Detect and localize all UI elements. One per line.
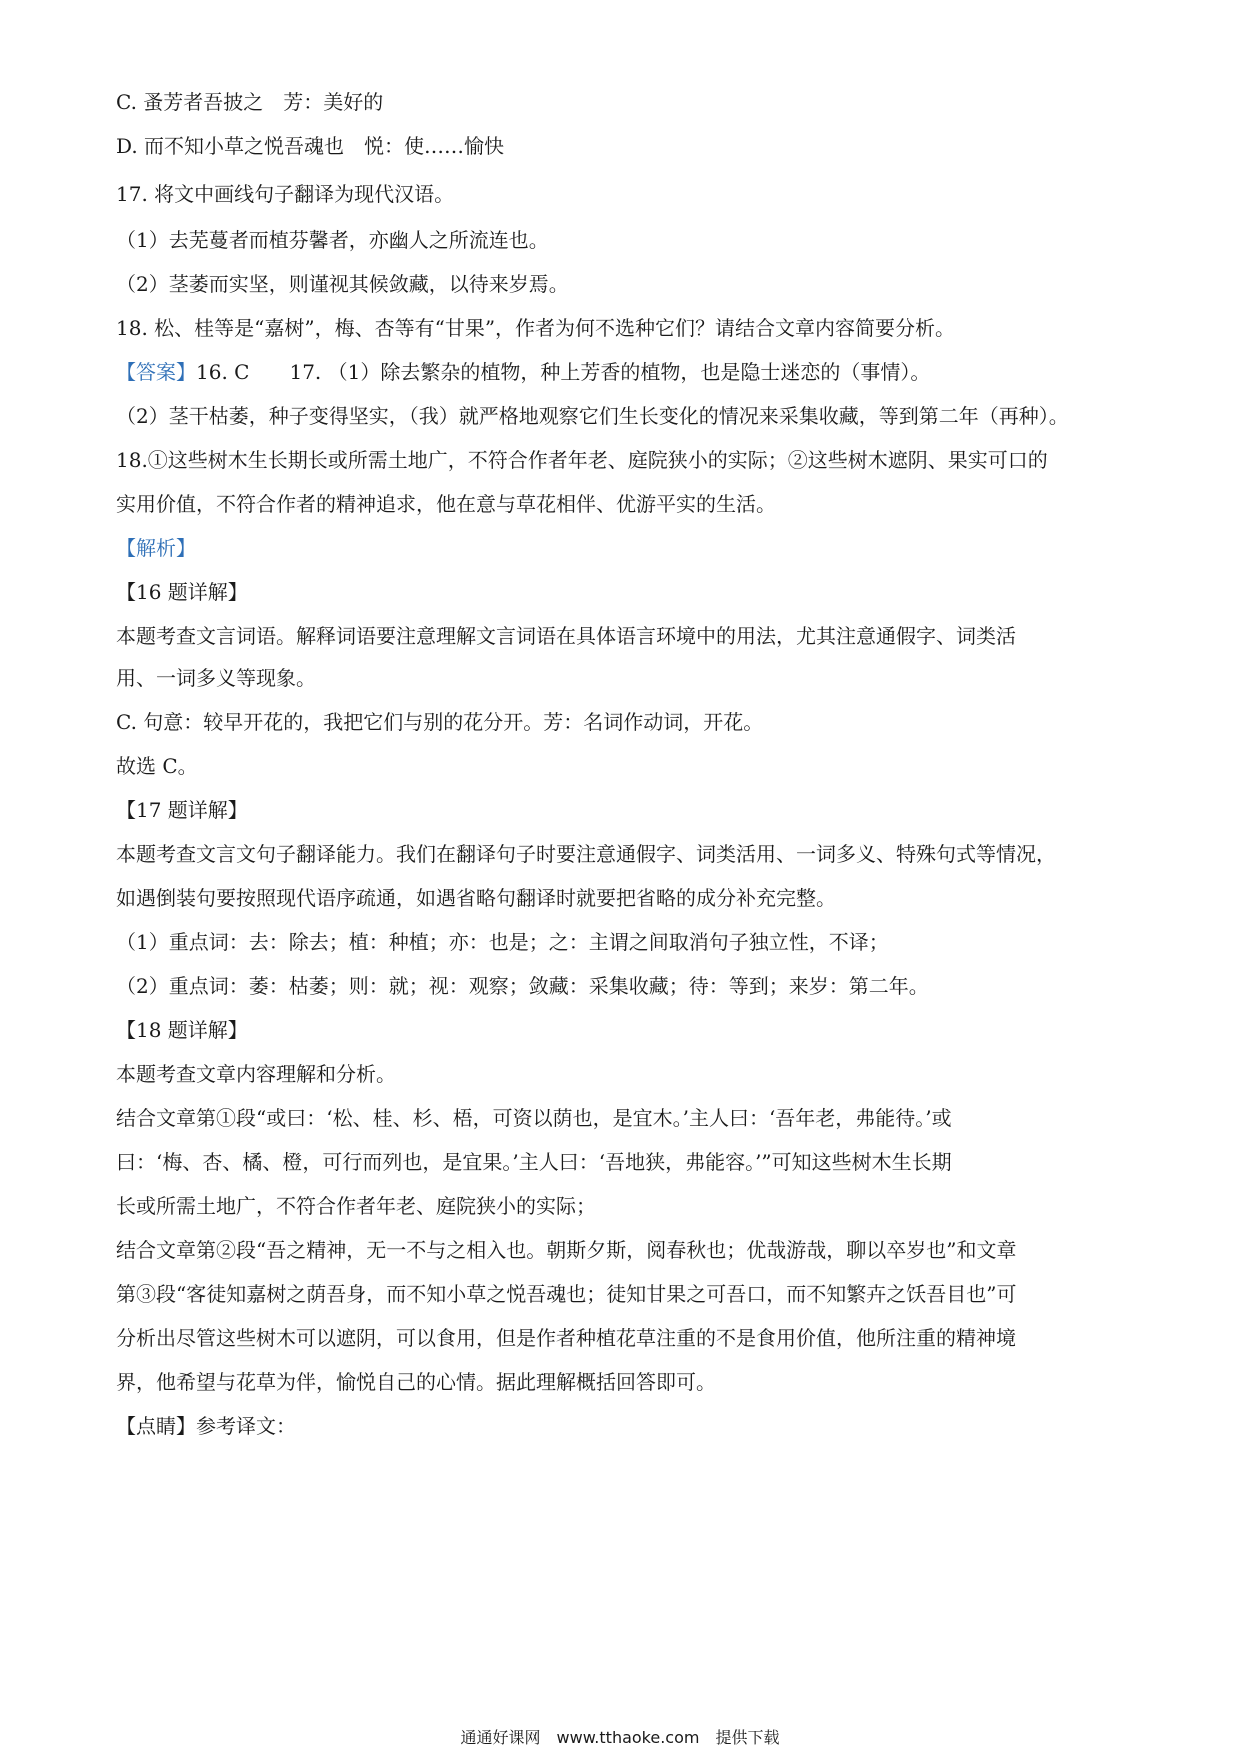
detail-17-line-3: （1）重点词：去：除去；植：种植；亦：也是；之：主谓之间取消句子独立性，不译； bbox=[116, 930, 889, 954]
detail-17-line-1: 本题考查文言文句子翻译能力。我们在翻译句子时要注意通假字、词类活用、一词多义、特殊句式等情况， bbox=[116, 842, 1056, 866]
detail-18-line-5: 结合文章第②段“吾之精神，无一不与之相入也。朝斯夕斯，阅春秋也；优哉游哉，聊以卒岁也”和文章 bbox=[116, 1238, 1017, 1262]
detail-18-line-1: 本题考查文章内容理解和分析。 bbox=[116, 1062, 396, 1086]
detail-17-heading: 【17 题详解】 bbox=[116, 798, 248, 822]
footer-credit: 通通好课网 www.tthaoke.com 提供下载 bbox=[460, 1728, 780, 1747]
question-17-item-1: （1）去芜蔓者而植芬馨者，亦幽人之所流连也。 bbox=[116, 228, 549, 252]
option-c: C. 蚤芳者吾披之 芳：美好的 bbox=[116, 90, 384, 114]
reference-translation-heading: 【点睛】参考译文： bbox=[116, 1414, 296, 1438]
answer-18-line-2: 实用价值，不符合作者的精神追求，他在意与草花相伴、优游平实的生活。 bbox=[116, 492, 776, 516]
question-18: 18. 松、桂等是“嘉树”，梅、杏等有“甘果”，作者为何不选种它们？请结合文章内容简要分析。 bbox=[116, 316, 956, 340]
detail-18-heading: 【18 题详解】 bbox=[116, 1018, 248, 1042]
detail-17-line-2: 如遇倒装句要按照现代语序疏通，如遇省略句翻译时就要把省略的成分补充完整。 bbox=[116, 886, 836, 910]
answer-17-2: （2）茎干枯萎，种子变得坚实，（我）就严格地观察它们生长变化的情况来采集收藏，等到第二年（再种）。 bbox=[116, 404, 1069, 428]
detail-16-line-4: 故选 C。 bbox=[116, 754, 198, 778]
option-d: D. 而不知小草之悦吾魂也 悦：使……愉快 bbox=[116, 134, 505, 158]
detail-18-line-7: 分析出尽管这些树木可以遮阴，可以食用，但是作者种植花草注重的不是食用价值，他所注重的精神境 bbox=[116, 1326, 1016, 1350]
answer-18-line-1: 18.①这些树木生长期长或所需土地广，不符合作者年老、庭院狭小的实际；②这些树木遮阴、果实可口的 bbox=[116, 448, 1048, 472]
detail-16-line-1: 本题考查文言词语。解释词语要注意理解文言词语在具体语言环境中的用法，尤其注意通假字、词类活 bbox=[116, 624, 1016, 648]
detail-18-line-6: 第③段“客徒知嘉树之荫吾身，而不知小草之悦吾魂也；徒知甘果之可吾口，而不知繁卉之饫吾目也”可 bbox=[116, 1282, 1017, 1306]
question-17: 17. 将文中画线句子翻译为现代汉语。 bbox=[116, 182, 455, 206]
detail-18-line-4: 长或所需土地广，不符合作者年老、庭院狭小的实际； bbox=[116, 1194, 596, 1218]
answer-line bbox=[116, 358, 1132, 386]
answer-tag: 【答案】 bbox=[116, 360, 196, 384]
detail-18-line-3: 曰：‘梅、杏、橘、橙，可行而列也，是宜果。’主人曰：‘吾地狭，弗能容。’”可知这些树木生长期 bbox=[116, 1150, 952, 1174]
detail-16-line-3: C. 句意：较早开花的，我把它们与别的花分开。芳：名词作动词，开花。 bbox=[116, 710, 764, 734]
detail-17-line-4: （2）重点词：萎：枯萎；则：就；视：观察；敛藏：采集收藏；待：等到；来岁：第二年。 bbox=[116, 974, 929, 998]
answer-text: 16. C 17. （1）除去繁杂的植物，种上芳香的植物，也是隐士迷恋的（事情）。 bbox=[196, 360, 931, 384]
detail-16-heading: 【16 题详解】 bbox=[116, 580, 248, 604]
analysis-tag: 【解析】 bbox=[116, 536, 196, 560]
question-17-item-2: （2）茎萎而实坚，则谨视其候敛藏，以待来岁焉。 bbox=[116, 272, 569, 296]
detail-16-line-2: 用、一词多义等现象。 bbox=[116, 666, 316, 690]
detail-18-line-2: 结合文章第①段“或曰：‘松、桂、杉、梧，可资以荫也，是宜木。’主人曰：‘吾年老，弗能待。’或 bbox=[116, 1106, 952, 1130]
detail-18-line-8: 界，他希望与花草为伴，愉悦自己的心情。据此理解概括回答即可。 bbox=[116, 1370, 716, 1394]
